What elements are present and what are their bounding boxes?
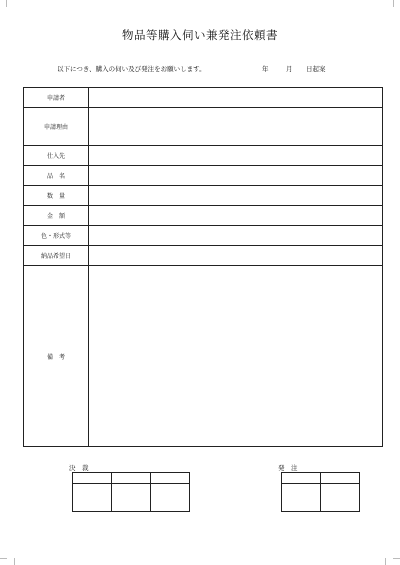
crop-mark-bottom-left [0, 558, 7, 559]
crop-mark-bottom-right [393, 558, 400, 559]
form-label-delivery-date: 納品希望日 [24, 246, 89, 266]
kessai-label: 決 裁 [69, 464, 89, 472]
form-label-amount: 金 額 [24, 206, 89, 226]
form-field-item-name[interactable] [89, 166, 383, 186]
hacchu-header-cell-1 [282, 473, 321, 484]
kessai-header-cell-3 [151, 473, 190, 484]
form-field-quantity[interactable] [89, 186, 383, 206]
kessai-stamp-boxes [72, 472, 190, 512]
form-field-amount[interactable] [89, 206, 383, 226]
form-field-remarks[interactable] [89, 266, 383, 447]
document-title: 物品等購入伺い兼発注依頼書 [122, 28, 278, 42]
form-field-applicant[interactable] [89, 88, 383, 108]
crop-mark-bottom-left-v [14, 558, 15, 565]
form-field-reason[interactable] [89, 108, 383, 146]
form-label-quantity: 数 量 [24, 186, 89, 206]
crop-mark-top-right [393, 0, 394, 7]
kessai-stamp-cell-1[interactable] [73, 484, 112, 512]
crop-mark-bottom-right-v [385, 558, 386, 565]
hacchu-label: 発 注 [278, 464, 298, 472]
date-day-label: 日起案 [306, 65, 326, 73]
kessai-header-cell-2 [112, 473, 151, 484]
form-label-applicant: 申請者 [24, 88, 89, 108]
kessai-stamp-cell-2[interactable] [112, 484, 151, 512]
request-form-table [23, 87, 383, 447]
date-year-label: 年 [262, 65, 269, 73]
form-label-reason: 申請理由 [24, 108, 89, 146]
form-label-remarks: 備 考 [24, 266, 89, 447]
kessai-stamp-cell-3[interactable] [151, 484, 190, 512]
form-field-color-type[interactable] [89, 226, 383, 246]
form-label-color-type: 色・形式等 [24, 226, 89, 246]
crop-mark-top-left [6, 0, 7, 7]
kessai-header-cell-1 [73, 473, 112, 484]
intro-text: 以下につき、購入の伺い及び発注をお願いします。 [57, 65, 206, 73]
form-label-item-name: 品 名 [24, 166, 89, 186]
form-field-delivery-date[interactable] [89, 246, 383, 266]
hacchu-stamp-cell-2[interactable] [321, 484, 360, 512]
hacchu-header-cell-2 [321, 473, 360, 484]
hacchu-stamp-boxes [281, 472, 360, 512]
hacchu-stamp-cell-1[interactable] [282, 484, 321, 512]
form-label-supplier: 仕入先 [24, 146, 89, 166]
form-field-supplier[interactable] [89, 146, 383, 166]
date-month-label: 月 [286, 65, 293, 73]
